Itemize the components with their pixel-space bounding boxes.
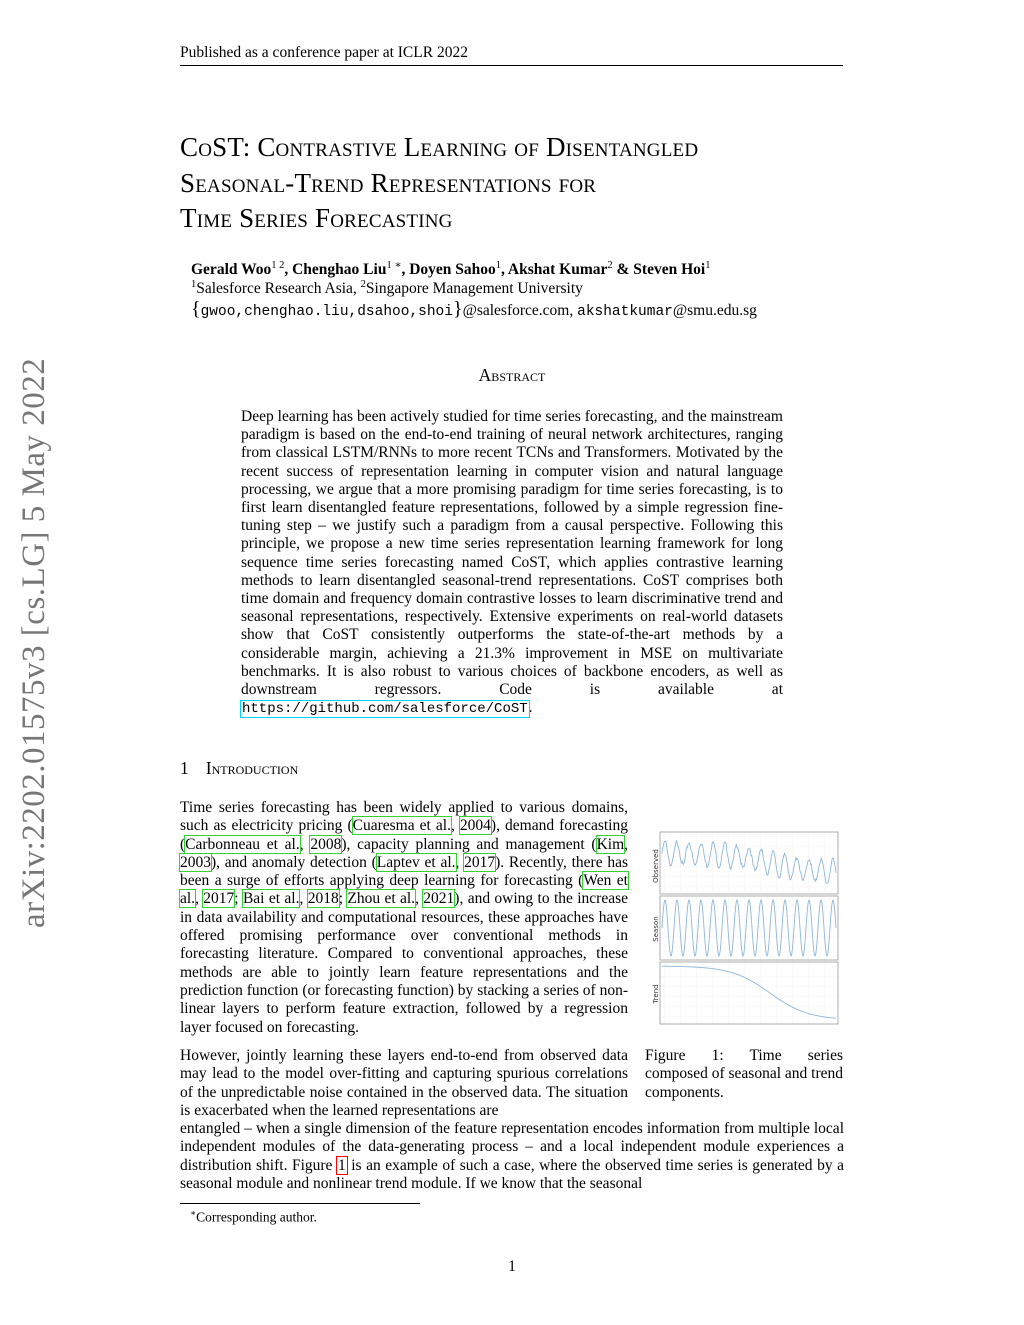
figure-ref-link[interactable]: 1 [337,1156,346,1174]
footnote: ∗Corresponding author. [190,1208,317,1225]
citation-link[interactable]: Carbonneau et al. [185,835,300,853]
author-name: Gerald Woo [191,261,272,279]
author-affil-mark: 1 2 [271,260,285,271]
citation-link[interactable]: Bai et al. [242,890,300,908]
email-users: gwoo,chenghao.liu,dsahoo,shoi [200,304,453,320]
footnote-rule [180,1203,420,1204]
author-affil-mark: 2 [607,260,613,271]
author-name: & Steven Hoi [612,261,706,279]
citation-link[interactable]: 2021 [423,890,455,908]
author-name: , Akshat Kumar [501,261,608,279]
observed-panel [660,832,838,894]
author-name: , Chenghao Liu [284,261,387,279]
title-line-3: Time Series Forecasting [180,203,453,233]
affiliations: $^1$Salesforce Research Asia, $^2$Singapore Management University [191,279,583,298]
observed-label: Observed [652,849,660,883]
author-affil-mark: 1 ∗ [386,260,402,271]
citation-link[interactable]: 2018 [307,890,339,908]
arxiv-stamp: arXiv:2202.01575v3 [cs.LG] 5 May 2022 [16,357,52,928]
season-panel [660,896,838,960]
page-number: 1 [508,1258,516,1275]
header-rule [180,65,843,66]
figure-1-caption: Figure 1: Time series composed of seasonal and trend components. [645,1047,843,1101]
abstract-body: Deep learning has been actively studied for time series forecasting, and the mainstream paradigm is based on the end-to-end training of neural network architectures, ranging from classical LSTM/RNNs to more recent TCNs and Transformers. Motivated by the recent success of representation learning in computer vision and natural language processing, we argue that a more promising paradigm for time series forecasting, is to first learn disentangled feature representations, followed by a simple regression fine-tuning step – we justify such a paradigm from a causal perspective. Following this principle, we propose a new time series representation learning framework for long sequence time series forecasting named CoST, which applies contrastive learning methods to learn disentangled seasonal-trend representations. CoST comprises both time domain and frequency domain contrastive losses to learn discriminative trend and seasonal representations, respectively. Extensive experiments on real-world datasets show that CoST consistently outperforms the state-of-the-art methods by a considerable margin, achieving a 21.3% improvement in MSE on multivariate benchmarks. It is also robust to various choices of backbone encoders, as well as downstream regressors. Code is available at https://github.com/salesforce/CoST. [241,408,783,718]
title-line-2: Seasonal-Trend Representations for [180,167,597,198]
author-emails: {gwoo,chenghao.liu,dsahoo,shoi}@salesforce.com, akshatkumar@smu.edu.sg [191,298,757,320]
citation-link[interactable]: Zhou et al. [347,890,416,908]
citation-link[interactable]: 2017 [203,890,235,908]
citation-link[interactable]: Wen et al. [180,872,628,908]
author-affil-mark: 1 [705,260,711,271]
citation-link[interactable]: Kim [596,835,625,853]
author-list [191,259,710,279]
trend-label: Trend [652,984,660,1004]
abstract-heading: Abstract [478,365,546,385]
figure-1-time-series [648,826,844,1030]
citation-link[interactable]: 2004 [459,817,491,835]
section-number: 1 [180,758,189,778]
citation-link[interactable]: 2003 [180,853,211,871]
code-link[interactable]: https://github.com/salesforce/CoST [242,701,528,718]
author-affil-mark: 1 [495,260,502,271]
intro-paragraph-2-continued: entangled – when a single dimension of the feature representation encodes information from multiple local independent modules of the data-generating process – and a local independent module experiences a distribution shift. Figure 1 is an example of such a case, where the observed time series is generated by a seasonal module and nonlinear trend module. If we know that the seasonal [180,1120,844,1192]
intro-paragraph-2: However, jointly learning these layers end-to-end from observed data may lead to the model over-fitting and capturing spurious correlations of the unpredictable noise contained in the observed data. The situation is exacerbated when the learned representations are [180,1047,628,1119]
citation-link[interactable]: 2017 [464,853,496,871]
running-header: Published as a conference paper at ICLR 2022 [180,44,468,61]
citation-link[interactable]: Laptev et al. [376,853,456,871]
section-title: Introduction [205,758,299,778]
citation-link[interactable]: Cuaresma et al. [352,817,451,835]
citation-link[interactable]: 2008 [310,835,342,853]
author-name: , Doyen Sahoo [401,261,496,279]
paper-title [180,130,860,237]
season-label: Season [652,916,660,942]
section-heading [180,758,298,779]
intro-paragraph-1: Time series forecasting has been widely applied to various domains, such as electricity pricing (Cuaresma et al., 2004), demand forecasting (Carbonneau et al., 2008), capacity planning and management (Kim, 2003), and anomaly detection (Laptev et al., 2017). Recently, there has been a surge of efforts applying deep learning for forecasting (Wen et al., 2017; Bai et al., 2018; Zhou et al., 2021), and owing to the increase in data availability and computational resources, these approaches have offered promising performance over conventional methods in forecasting literature. Compared to conventional approaches, these methods are able to jointly learn feature representations and the prediction function (or forecasting function) by stacking a series of non-linear layers to perform feature extraction, followed by a regression layer focused on forecasting. [180,799,629,1036]
title-line-1: CoST: Contrastive Learning of Disentangled [180,132,699,162]
